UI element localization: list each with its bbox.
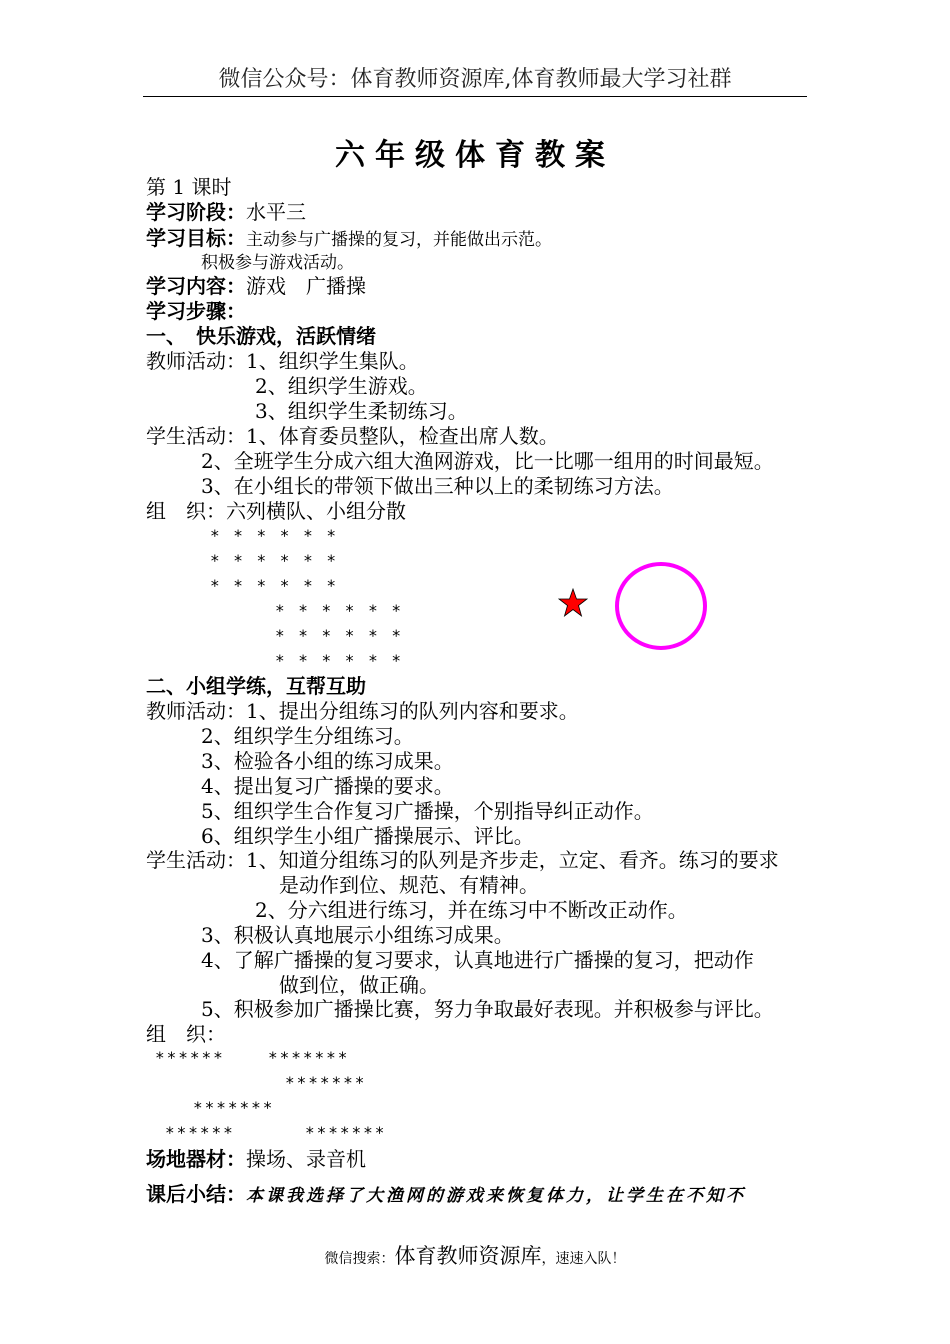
formation-group: ******* [268,1048,350,1067]
study-goals-line1: 主动参与广播操的复习，并能做出示范。 [246,230,552,250]
study-content [146,274,366,298]
header-divider [143,96,807,97]
section2-teacher-line: 5、组织学生合作复习广播操，个别指导纠正动作。 [201,799,654,823]
section1-teacher-line: 3、组织学生柔韧练习。 [255,399,468,423]
study-stage-label: 学习阶段： [146,200,246,224]
teacher-star-icon [558,588,588,618]
section1-student-line: 2、全班学生分成六组大渔网游戏，比一比哪一组用的时间最短。 [201,449,774,473]
section2-teacher-line: 6、组织学生小组广播操展示、评比。 [201,824,534,848]
footer-suffix: ，速速入队！ [541,1251,626,1267]
section1-student-line: 3、在小组长的带领下做出三种以上的柔韧练习方法。 [201,474,674,498]
formation-group: ******* [305,1123,387,1142]
formation-row: * * * * * * [275,651,403,670]
footer-main: 体育教师资源库 [394,1244,542,1268]
study-goals [146,226,552,252]
formation-group: ******* [193,1098,275,1117]
page-footer [0,1240,950,1270]
summary-label: 课后小结： [146,1182,246,1206]
section1-organization: 组 织：六列横队、小组分散 [146,499,406,523]
section1-teacher-line: 2、组织学生游戏。 [255,374,428,398]
section1-teacher-line: 教师活动：1、组织学生集队。 [146,349,419,373]
section2-teacher-line: 3、检验各小组的练习成果。 [201,749,454,773]
page-title: 六年级体育教案 [335,138,615,173]
summary-text: 本课我选择了大渔网的游戏来恢复体力，让学生在不知不 [246,1186,746,1206]
section1-student-line: 学生活动：1、体育委员整队，检查出席人数。 [146,424,559,448]
section2-organization: 组 织： [146,1022,226,1046]
formation-row: * * * * * * [275,601,403,620]
formation-row: * * * * * * [210,526,338,545]
section2-student-line: 做到位，做正确。 [279,973,439,997]
footer-prefix: 微信搜索： [324,1251,395,1267]
formation-group: ****** [155,1048,225,1067]
section2-student-line: 是动作到位、规范、有精神。 [279,873,539,897]
equipment-label: 场地器材： [146,1147,246,1171]
study-stage [146,200,306,224]
activity-circle-icon [613,560,709,652]
section2-student-line: 2、分六组进行练习，并在练习中不断改正动作。 [255,898,688,922]
section2-teacher-line: 教师活动：1、提出分组练习的队列内容和要求。 [146,699,579,723]
study-content-label: 学习内容： [146,274,246,298]
formation-row: * * * * * * [210,551,338,570]
lesson-number: 第 1 课时 [146,175,232,199]
formation-group: ****** [165,1123,235,1142]
equipment [146,1147,366,1171]
section2-student-line: 5、积极参加广播操比赛，努力争取最好表现。并积极参与评比。 [201,997,774,1021]
section2-teacher-line: 4、提出复习广播操的要求。 [201,774,454,798]
section2-heading: 二、小组学练，互帮互助 [146,674,366,698]
formation-row: * * * * * * [275,626,403,645]
section2-student-line: 学生活动：1、知道分组练习的队列是齐步走，立定、看齐。练习的要求 [146,848,779,872]
study-goals-line2: 积极参与游戏活动。 [201,253,354,273]
formation-group: ******* [285,1073,367,1092]
study-content-value: 游戏 广播操 [246,274,366,298]
formation-row: * * * * * * [210,576,338,595]
study-goals-label: 学习目标： [146,226,246,250]
study-stage-value: 水平三 [246,200,306,224]
section1-heading: 一、 快乐游戏，活跃情绪 [146,324,376,348]
study-steps-label: 学习步骤： [146,299,246,323]
section2-student-line: 4、了解广播操的复习要求，认真地进行广播操的复习，把动作 [201,948,754,972]
section2-student-line: 3、积极认真地展示小组练习成果。 [201,923,514,947]
section2-teacher-line: 2、组织学生分组练习。 [201,724,414,748]
page-header: 微信公众号：体育教师资源库,体育教师最大学习社群 [218,67,732,92]
lesson-summary [146,1182,746,1208]
equipment-value: 操场、录音机 [246,1147,366,1171]
